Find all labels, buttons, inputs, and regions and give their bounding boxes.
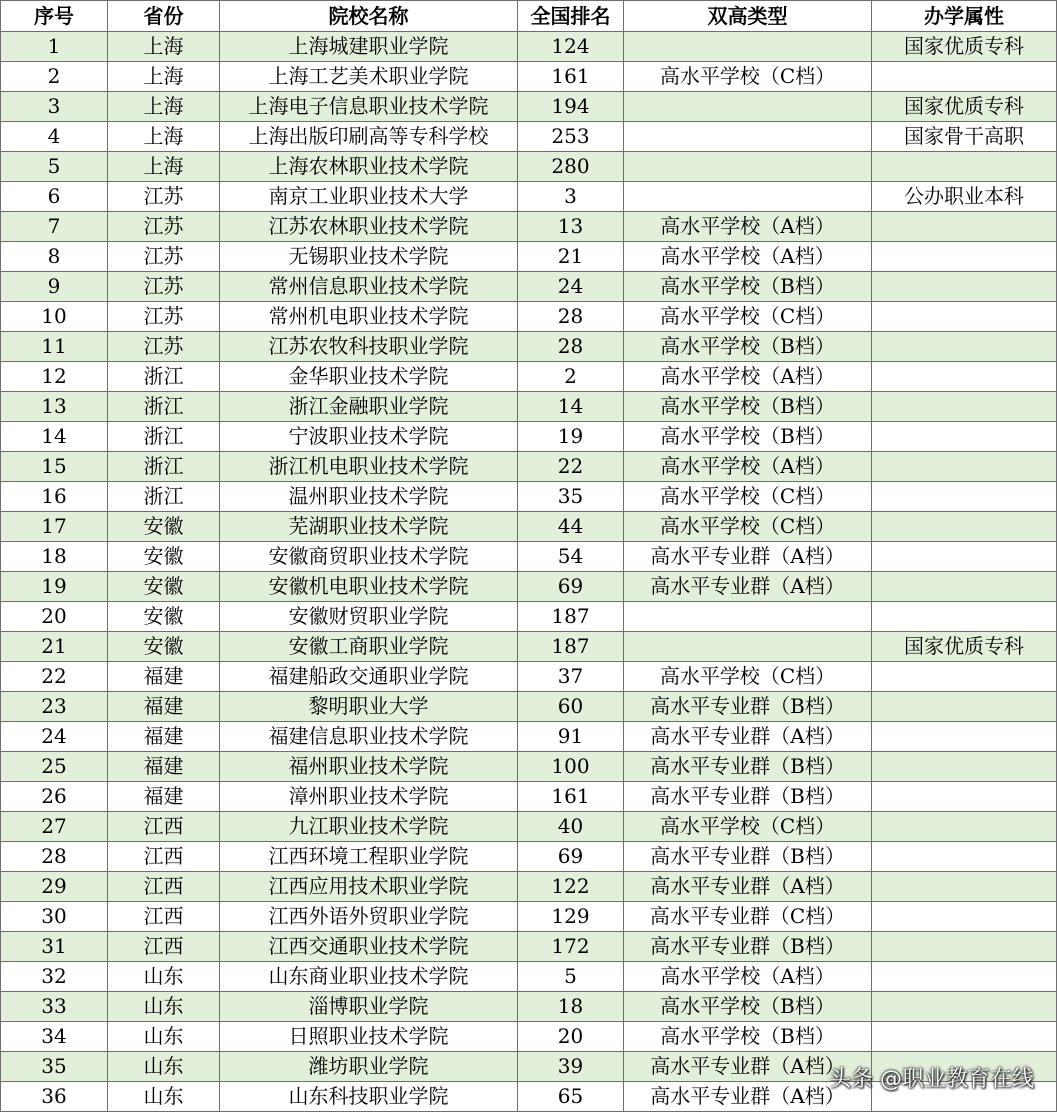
cell-school-attribute [872, 362, 1057, 392]
cell-college-name: 福建船政交通职业学院 [220, 662, 518, 692]
table-row [1, 452, 1057, 482]
cell-province: 上海 [108, 62, 220, 92]
table-row [1, 962, 1057, 992]
table-row [1, 32, 1057, 62]
cell-index: 16 [1, 482, 108, 512]
table-row [1, 752, 1057, 782]
cell-index: 6 [1, 182, 108, 212]
cell-province: 上海 [108, 32, 220, 62]
cell-national-rank: 13 [518, 212, 624, 242]
cell-national-rank: 24 [518, 272, 624, 302]
cell-double-high-type: 高水平学校（C档） [624, 812, 872, 842]
cell-college-name: 江苏农牧科技职业学院 [220, 332, 518, 362]
cell-national-rank: 129 [518, 902, 624, 932]
cell-double-high-type: 高水平学校（B档） [624, 272, 872, 302]
cell-college-name: 南京工业职业技术大学 [220, 182, 518, 212]
cell-index: 22 [1, 662, 108, 692]
cell-index: 4 [1, 122, 108, 152]
cell-double-high-type: 高水平学校（B档） [624, 392, 872, 422]
cell-province: 江西 [108, 932, 220, 962]
cell-index: 9 [1, 272, 108, 302]
cell-national-rank: 39 [518, 1052, 624, 1082]
cell-school-attribute [872, 1022, 1057, 1052]
cell-index: 11 [1, 332, 108, 362]
cell-index: 26 [1, 782, 108, 812]
cell-national-rank: 65 [518, 1082, 624, 1112]
cell-school-attribute [872, 512, 1057, 542]
cell-college-name: 常州信息职业技术学院 [220, 272, 518, 302]
cell-province: 江西 [108, 812, 220, 842]
cell-college-name: 浙江金融职业学院 [220, 392, 518, 422]
cell-college-name: 日照职业技术学院 [220, 1022, 518, 1052]
cell-school-attribute [872, 992, 1057, 1022]
cell-school-attribute [872, 932, 1057, 962]
cell-national-rank: 19 [518, 422, 624, 452]
cell-college-name: 上海出版印刷高等专科学校 [220, 122, 518, 152]
cell-national-rank: 280 [518, 152, 624, 182]
table-row [1, 362, 1057, 392]
table-row [1, 572, 1057, 602]
cell-college-name: 安徽商贸职业技术学院 [220, 542, 518, 572]
table-row [1, 332, 1057, 362]
table-row [1, 812, 1057, 842]
table-row [1, 302, 1057, 332]
cell-province: 浙江 [108, 482, 220, 512]
cell-double-high-type: 高水平学校（A档） [624, 242, 872, 272]
cell-national-rank: 69 [518, 572, 624, 602]
cell-province: 江苏 [108, 302, 220, 332]
cell-province: 福建 [108, 722, 220, 752]
cell-province: 江苏 [108, 332, 220, 362]
table-row [1, 542, 1057, 572]
cell-index: 5 [1, 152, 108, 182]
cell-double-high-type: 高水平专业群（B档） [624, 752, 872, 782]
cell-double-high-type: 高水平学校（C档） [624, 302, 872, 332]
cell-double-high-type: 高水平学校（A档） [624, 212, 872, 242]
cell-index: 31 [1, 932, 108, 962]
cell-school-attribute [872, 602, 1057, 632]
cell-national-rank: 5 [518, 962, 624, 992]
table-row [1, 662, 1057, 692]
cell-national-rank: 44 [518, 512, 624, 542]
cell-national-rank: 3 [518, 182, 624, 212]
cell-province: 江西 [108, 842, 220, 872]
cell-national-rank: 124 [518, 32, 624, 62]
cell-double-high-type: 高水平学校（B档） [624, 1022, 872, 1052]
cell-province: 浙江 [108, 362, 220, 392]
cell-school-attribute: 国家优质专科 [872, 92, 1057, 122]
cell-double-high-type [624, 602, 872, 632]
cell-school-attribute [872, 482, 1057, 512]
cell-index: 24 [1, 722, 108, 752]
cell-province: 浙江 [108, 422, 220, 452]
cell-province: 安徽 [108, 512, 220, 542]
cell-double-high-type: 高水平专业群（A档） [624, 1082, 872, 1112]
cell-school-attribute: 国家优质专科 [872, 32, 1057, 62]
cell-national-rank: 100 [518, 752, 624, 782]
cell-school-attribute [872, 272, 1057, 302]
cell-college-name: 上海农林职业技术学院 [220, 152, 518, 182]
cell-double-high-type [624, 632, 872, 662]
cell-college-name: 江西外语外贸职业学院 [220, 902, 518, 932]
table-row [1, 92, 1057, 122]
cell-double-high-type: 高水平专业群（B档） [624, 692, 872, 722]
cell-national-rank: 60 [518, 692, 624, 722]
cell-school-attribute [872, 572, 1057, 602]
table-row [1, 602, 1057, 632]
cell-index: 13 [1, 392, 108, 422]
cell-double-high-type: 高水平专业群（B档） [624, 932, 872, 962]
cell-college-name: 福州职业技术学院 [220, 752, 518, 782]
cell-index: 36 [1, 1082, 108, 1112]
cell-province: 福建 [108, 662, 220, 692]
cell-national-rank: 35 [518, 482, 624, 512]
cell-index: 33 [1, 992, 108, 1022]
cell-school-attribute [872, 542, 1057, 572]
cell-province: 江苏 [108, 212, 220, 242]
cell-index: 2 [1, 62, 108, 92]
cell-school-attribute [872, 62, 1057, 92]
cell-college-name: 江苏农林职业技术学院 [220, 212, 518, 242]
cell-index: 18 [1, 542, 108, 572]
cell-college-name: 黎明职业大学 [220, 692, 518, 722]
cell-index: 29 [1, 872, 108, 902]
cell-double-high-type: 高水平专业群（A档） [624, 722, 872, 752]
cell-double-high-type: 高水平学校（C档） [624, 482, 872, 512]
cell-double-high-type: 高水平学校（C档） [624, 62, 872, 92]
cell-college-name: 安徽机电职业技术学院 [220, 572, 518, 602]
cell-province: 上海 [108, 92, 220, 122]
cell-national-rank: 20 [518, 1022, 624, 1052]
cell-school-attribute [872, 392, 1057, 422]
cell-school-attribute [872, 212, 1057, 242]
cell-school-attribute [872, 782, 1057, 812]
cell-school-attribute: 国家骨干高职 [872, 122, 1057, 152]
cell-school-attribute [872, 872, 1057, 902]
cell-double-high-type: 高水平学校（B档） [624, 992, 872, 1022]
cell-province: 安徽 [108, 542, 220, 572]
cell-school-attribute [872, 692, 1057, 722]
cell-index: 34 [1, 1022, 108, 1052]
table-row [1, 62, 1057, 92]
cell-province: 江西 [108, 902, 220, 932]
cell-college-name: 淄博职业学院 [220, 992, 518, 1022]
cell-school-attribute [872, 242, 1057, 272]
cell-double-high-type: 高水平学校（B档） [624, 422, 872, 452]
cell-double-high-type: 高水平学校（C档） [624, 662, 872, 692]
cell-college-name: 上海工艺美术职业学院 [220, 62, 518, 92]
table-row [1, 422, 1057, 452]
table-row [1, 152, 1057, 182]
cell-college-name: 山东科技职业学院 [220, 1082, 518, 1112]
cell-college-name: 江西环境工程职业学院 [220, 842, 518, 872]
cell-double-high-type: 高水平专业群（A档） [624, 542, 872, 572]
table-row [1, 692, 1057, 722]
cell-province: 山东 [108, 1022, 220, 1052]
table-row [1, 1022, 1057, 1052]
table-row [1, 842, 1057, 872]
cell-national-rank: 37 [518, 662, 624, 692]
table-body [1, 32, 1057, 1112]
table-row [1, 782, 1057, 812]
cell-national-rank: 2 [518, 362, 624, 392]
cell-college-name: 潍坊职业学院 [220, 1052, 518, 1082]
table-row [1, 992, 1057, 1022]
header-national-rank: 全国排名 [518, 1, 624, 32]
cell-national-rank: 22 [518, 452, 624, 482]
cell-index: 14 [1, 422, 108, 452]
cell-college-name: 上海城建职业学院 [220, 32, 518, 62]
cell-college-name: 宁波职业技术学院 [220, 422, 518, 452]
cell-college-name: 九江职业技术学院 [220, 812, 518, 842]
table-row [1, 512, 1057, 542]
cell-national-rank: 69 [518, 842, 624, 872]
cell-index: 30 [1, 902, 108, 932]
table-row [1, 392, 1057, 422]
cell-national-rank: 187 [518, 602, 624, 632]
cell-index: 10 [1, 302, 108, 332]
cell-national-rank: 40 [518, 812, 624, 842]
cell-national-rank: 194 [518, 92, 624, 122]
cell-school-attribute [872, 332, 1057, 362]
cell-double-high-type: 高水平学校（A档） [624, 362, 872, 392]
cell-double-high-type: 高水平专业群（C档） [624, 902, 872, 932]
cell-school-attribute [872, 902, 1057, 932]
header-index: 序号 [1, 1, 108, 32]
table-row [1, 272, 1057, 302]
cell-province: 江西 [108, 872, 220, 902]
cell-double-high-type [624, 182, 872, 212]
cell-province: 山东 [108, 1052, 220, 1082]
cell-index: 25 [1, 752, 108, 782]
cell-index: 23 [1, 692, 108, 722]
header-college-name: 院校名称 [220, 1, 518, 32]
cell-province: 浙江 [108, 452, 220, 482]
header-double-high-type: 双高类型 [624, 1, 872, 32]
cell-college-name: 浙江机电职业技术学院 [220, 452, 518, 482]
cell-province: 江苏 [108, 242, 220, 272]
cell-national-rank: 21 [518, 242, 624, 272]
cell-school-attribute: 公办职业本科 [872, 182, 1057, 212]
cell-province: 安徽 [108, 632, 220, 662]
cell-school-attribute [872, 452, 1057, 482]
cell-index: 28 [1, 842, 108, 872]
table-row [1, 182, 1057, 212]
cell-national-rank: 253 [518, 122, 624, 152]
cell-double-high-type [624, 32, 872, 62]
table-row [1, 482, 1057, 512]
cell-national-rank: 18 [518, 992, 624, 1022]
cell-school-attribute [872, 152, 1057, 182]
cell-province: 江苏 [108, 182, 220, 212]
cell-national-rank: 91 [518, 722, 624, 752]
cell-school-attribute [872, 812, 1057, 842]
cell-province: 上海 [108, 122, 220, 152]
cell-index: 7 [1, 212, 108, 242]
cell-school-attribute [872, 962, 1057, 992]
cell-index: 35 [1, 1052, 108, 1082]
cell-province: 福建 [108, 752, 220, 782]
table-row [1, 722, 1057, 752]
cell-province: 安徽 [108, 602, 220, 632]
cell-national-rank: 14 [518, 392, 624, 422]
cell-province: 安徽 [108, 572, 220, 602]
cell-school-attribute [872, 722, 1057, 752]
cell-index: 21 [1, 632, 108, 662]
cell-index: 3 [1, 92, 108, 122]
cell-national-rank: 161 [518, 62, 624, 92]
cell-double-high-type: 高水平学校（A档） [624, 452, 872, 482]
cell-school-attribute [872, 752, 1057, 782]
cell-double-high-type: 高水平专业群（A档） [624, 872, 872, 902]
cell-college-name: 山东商业职业技术学院 [220, 962, 518, 992]
cell-index: 17 [1, 512, 108, 542]
cell-index: 19 [1, 572, 108, 602]
cell-double-high-type: 高水平专业群（A档） [624, 572, 872, 602]
cell-index: 32 [1, 962, 108, 992]
cell-school-attribute [872, 302, 1057, 332]
cell-index: 1 [1, 32, 108, 62]
header-province: 省份 [108, 1, 220, 32]
cell-college-name: 安徽工商职业学院 [220, 632, 518, 662]
cell-double-high-type: 高水平学校（A档） [624, 962, 872, 992]
cell-double-high-type: 高水平专业群（A档） [624, 1052, 872, 1082]
cell-index: 20 [1, 602, 108, 632]
cell-double-high-type: 高水平专业群（B档） [624, 782, 872, 812]
cell-college-name: 金华职业技术学院 [220, 362, 518, 392]
cell-national-rank: 122 [518, 872, 624, 902]
cell-national-rank: 161 [518, 782, 624, 812]
table-row [1, 932, 1057, 962]
cell-national-rank: 28 [518, 332, 624, 362]
cell-province: 福建 [108, 782, 220, 812]
cell-college-name: 常州机电职业技术学院 [220, 302, 518, 332]
cell-index: 8 [1, 242, 108, 272]
cell-double-high-type [624, 92, 872, 122]
cell-province: 福建 [108, 692, 220, 722]
table-header-row [1, 1, 1057, 32]
cell-college-name: 江西应用技术职业学院 [220, 872, 518, 902]
cell-college-name: 芜湖职业技术学院 [220, 512, 518, 542]
cell-college-name: 漳州职业技术学院 [220, 782, 518, 812]
cell-school-attribute [872, 842, 1057, 872]
table-row [1, 212, 1057, 242]
cell-province: 上海 [108, 152, 220, 182]
cell-college-name: 无锡职业技术学院 [220, 242, 518, 272]
cell-province: 浙江 [108, 392, 220, 422]
cell-national-rank: 28 [518, 302, 624, 332]
cell-double-high-type: 高水平学校（C档） [624, 512, 872, 542]
cell-national-rank: 172 [518, 932, 624, 962]
table-row [1, 872, 1057, 902]
watermark: 头条 @职业教育在线 [829, 1067, 1034, 1092]
table-row [1, 902, 1057, 932]
cell-double-high-type: 高水平学校（B档） [624, 332, 872, 362]
table-row [1, 122, 1057, 152]
cell-school-attribute: 国家优质专科 [872, 632, 1057, 662]
cell-province: 山东 [108, 992, 220, 1022]
cell-college-name: 上海电子信息职业技术学院 [220, 92, 518, 122]
cell-double-high-type [624, 152, 872, 182]
cell-college-name: 安徽财贸职业学院 [220, 602, 518, 632]
cell-province: 山东 [108, 962, 220, 992]
cell-index: 27 [1, 812, 108, 842]
header-school-attribute: 办学属性 [872, 1, 1057, 32]
cell-national-rank: 187 [518, 632, 624, 662]
cell-college-name: 温州职业技术学院 [220, 482, 518, 512]
cell-national-rank: 54 [518, 542, 624, 572]
cell-index: 15 [1, 452, 108, 482]
cell-province: 山东 [108, 1082, 220, 1112]
cell-college-name: 福建信息职业技术学院 [220, 722, 518, 752]
cell-school-attribute [872, 662, 1057, 692]
cell-double-high-type: 高水平专业群（B档） [624, 842, 872, 872]
cell-province: 江苏 [108, 272, 220, 302]
cell-college-name: 江西交通职业技术学院 [220, 932, 518, 962]
table-row [1, 632, 1057, 662]
table-row [1, 242, 1057, 272]
cell-school-attribute [872, 422, 1057, 452]
cell-double-high-type [624, 122, 872, 152]
cell-index: 12 [1, 362, 108, 392]
